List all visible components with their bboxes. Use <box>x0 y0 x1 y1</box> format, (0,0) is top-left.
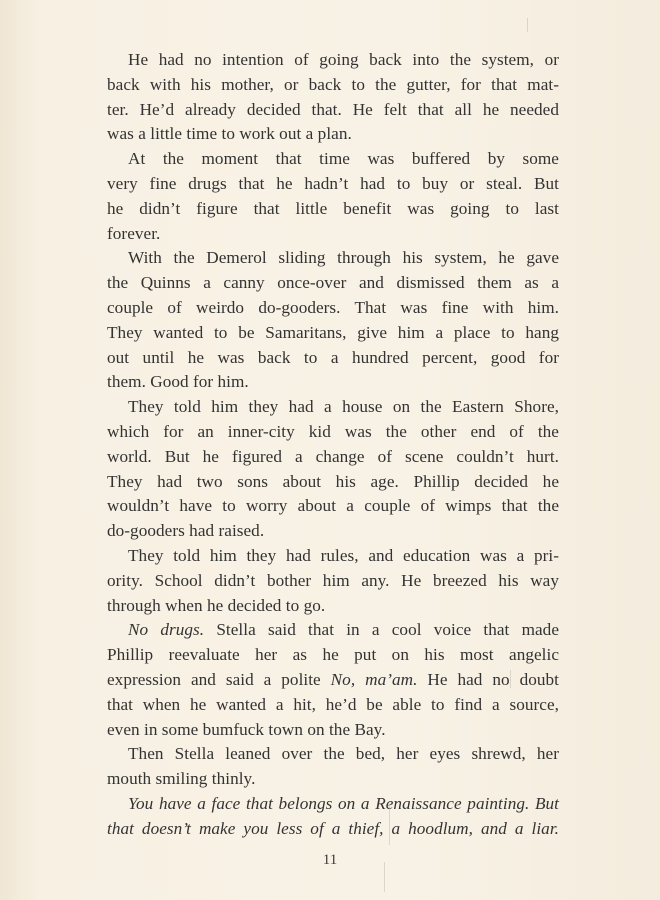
text-line <box>107 668 559 693</box>
text-line: he didn’t figure that little benefit was going to last <box>107 198 559 218</box>
text-line <box>107 792 559 817</box>
text-line: forever. <box>107 223 161 243</box>
text-line: couple of weirdo do-gooders. That was fine with him. <box>107 297 559 317</box>
text-line: even in some bumfuck town on the Bay. <box>107 719 386 739</box>
text-line: Phillip reevaluate her as he put on his most angelic <box>107 645 559 665</box>
text-line: At the moment that time was buffered by some <box>128 149 559 169</box>
text-line: They had two sons about his age. Phillip decided he <box>107 471 559 491</box>
text-line: With the Demerol sliding through his system, he gave <box>128 248 559 268</box>
text-line: They told him they had rules, and education was a pri- <box>128 545 559 565</box>
text-line: Then Stella leaned over the bed, her eyes shrewd, her <box>128 744 559 764</box>
scan-mark <box>389 805 390 845</box>
text-line <box>107 817 559 842</box>
italic-run: that doesn’t make you less of a thief, a hoodlum, and a liar. <box>107 818 559 838</box>
page-number: 11 <box>322 852 338 868</box>
text-line: do-gooders had raised. <box>107 521 265 541</box>
text-line: that when he wanted a hit, he’d be able to find a source, <box>107 694 559 714</box>
text-line: They wanted to be Samaritans, give him a place to hang <box>107 322 559 342</box>
body-text <box>107 48 559 842</box>
text-line: was a little time to work out a plan. <box>107 124 352 144</box>
scan-mark <box>510 670 511 688</box>
text-line: back with his mother, or back to the gutter, for that mat- <box>107 74 559 94</box>
text-line: out until he was back to a hundred percent, good for <box>107 347 559 367</box>
text-run: expression and said a polite <box>107 669 331 689</box>
text-line: the Quinns a canny once-over and dismissed them as a <box>107 273 559 293</box>
text-line: them. Good for him. <box>107 372 249 392</box>
text-line: through when he decided to go. <box>107 595 326 615</box>
text-line: wouldn’t have to worry about a couple of wimps that the <box>107 496 559 516</box>
text-line: They told him they had a house on the Eastern Shore, <box>128 397 559 417</box>
text-line: world. But he figured a change of scene couldn’t hurt. <box>107 446 559 466</box>
text-line <box>107 618 559 643</box>
scan-mark <box>384 862 385 892</box>
scan-mark <box>527 18 528 32</box>
italic-run: You have a face that belongs on a Renaissance painting. But <box>128 793 559 813</box>
italic-run: No drugs. <box>128 620 205 640</box>
text-line: which for an inner-city kid was the other end of the <box>107 421 559 441</box>
text-run: Stella said that in a cool voice that made <box>204 620 559 640</box>
text-run: He had no doubt <box>417 669 559 689</box>
italic-run: No, ma’am. <box>330 669 418 689</box>
text-line: ority. School didn’t bother him any. He breezed his way <box>107 570 559 590</box>
text-line: ter. He’d already decided that. He felt that all he needed <box>107 99 559 119</box>
text-line: He had no intention of going back into the system, or <box>128 50 559 69</box>
text-line: very fine drugs that he hadn’t had to buy or steal. But <box>107 173 559 193</box>
text-line: mouth smiling thinly. <box>107 769 256 789</box>
